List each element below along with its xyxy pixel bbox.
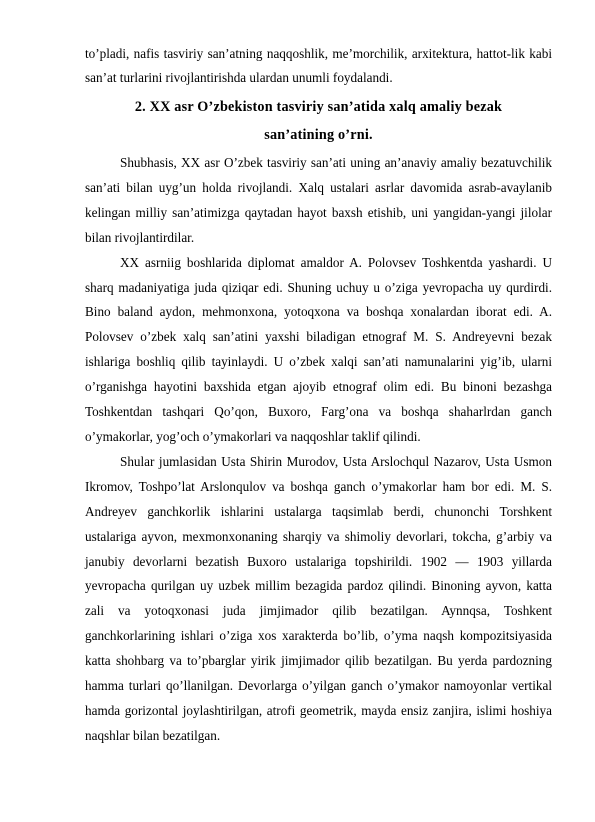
document-page bbox=[85, 42, 552, 749]
continuation-paragraph: to’pladi, nafis tasviriy san’atning naqqoshlik, me’morchilik, arxitektura, hattot-lik kabi san’at turlarini rivojlantirishda ulardan unumli foydalandi. bbox=[85, 46, 552, 85]
section-title-line-2: san’atining o’rni. bbox=[264, 127, 373, 143]
body-paragraph-3: Shular jumlasidan Usta Shirin Murodov, Usta Arslochqul Nazarov, Usta Usmon Ikromov, Toshpo’lat Arslonqulov va boshqa ganch o’ymakorlar ham bor edi. M. S. Andreyev ganchkorlik ishlarini ustalarga taqsimlab berdi, chunonchi Torshkent ustalariga ayvon, mexmonxonaning sharqiy va shimoliy devorlari, tokcha, g’arbiy va janubiy devorlarni bezatish Buxoro ustalariga topshirildi. 1902 — 1903 yillarda yevropacha qurilgan uy uzbek millim bezagida pardoz qilindi. Binoning ayvon, katta zali va yotoqxonasi juda jimjimador qilib bezatilgan. Aynnqsa, Toshkent ganchkorlarining ishlari o’ziga xos xarakterda bo’lib, o’yma naqsh kompozitsiyasida katta shohbarg va to’pbarglar yirik jimjimador qilib bezatilgan. Bu yerda pardozning hamma turlari qo’llanilgan. Devorlarga o’yilgan ganch o’ymakor namoyonlar vertikal hamda gorizontal joylashtirilgan, atrofi geometrik, mayda ensiz zanjira, islimi hoshiya naqshlar bilan bezatilgan. bbox=[85, 453, 552, 743]
body-paragraph-2: XX asrniig boshlarida diplomat amaldor A. Polovsev Toshkentda yashardi. U sharq madaniyatiga juda qiziqar edi. Shuning uchuy u o’ziga yevropacha uy qurdirdi. Bino baland aydon, mehmonxona, yotoqxona va boshqa xonalardan iborat edi. A. Polovsev o’zbek xalq san’atini yaxshi biladigan etnograf M. S. Andreyevni bezak ishlariga boshliq qilib tayinlaydi. U o’zbek xalqi san’ati namunalarini yig’ib, ularni o’rganishga hayotini baxshida etgan ajoyib etnograf olim edi. Bu binoni bezashga Toshkentdan tashqari Qo’qon, Buxoro, Farg’ona va boshqa shaharlrdan ganch o’ymakorlar, yog’och o’ymakorlari va naqqoshlar taklif qilindi. bbox=[85, 254, 552, 444]
body-paragraph-1: Shubhasis, XX asr O’zbek tasviriy san’ati uning an’anaviy amaliy bezatuvchilik san’ati bilan uyg’un holda rivojlandi. Xalq ustalari asrlar davomida asrab-avaylanib kelingan milliy san’atimizga qaytadan hayot baxsh etishib, uni yangidan-yangi jilolar bilan rivojlantirdilar. bbox=[85, 155, 552, 245]
section-heading bbox=[85, 93, 552, 149]
section-title-line-1: 2. XX asr O’zbekiston tasviriy san’atida xalq amaliy bezak bbox=[134, 99, 503, 115]
